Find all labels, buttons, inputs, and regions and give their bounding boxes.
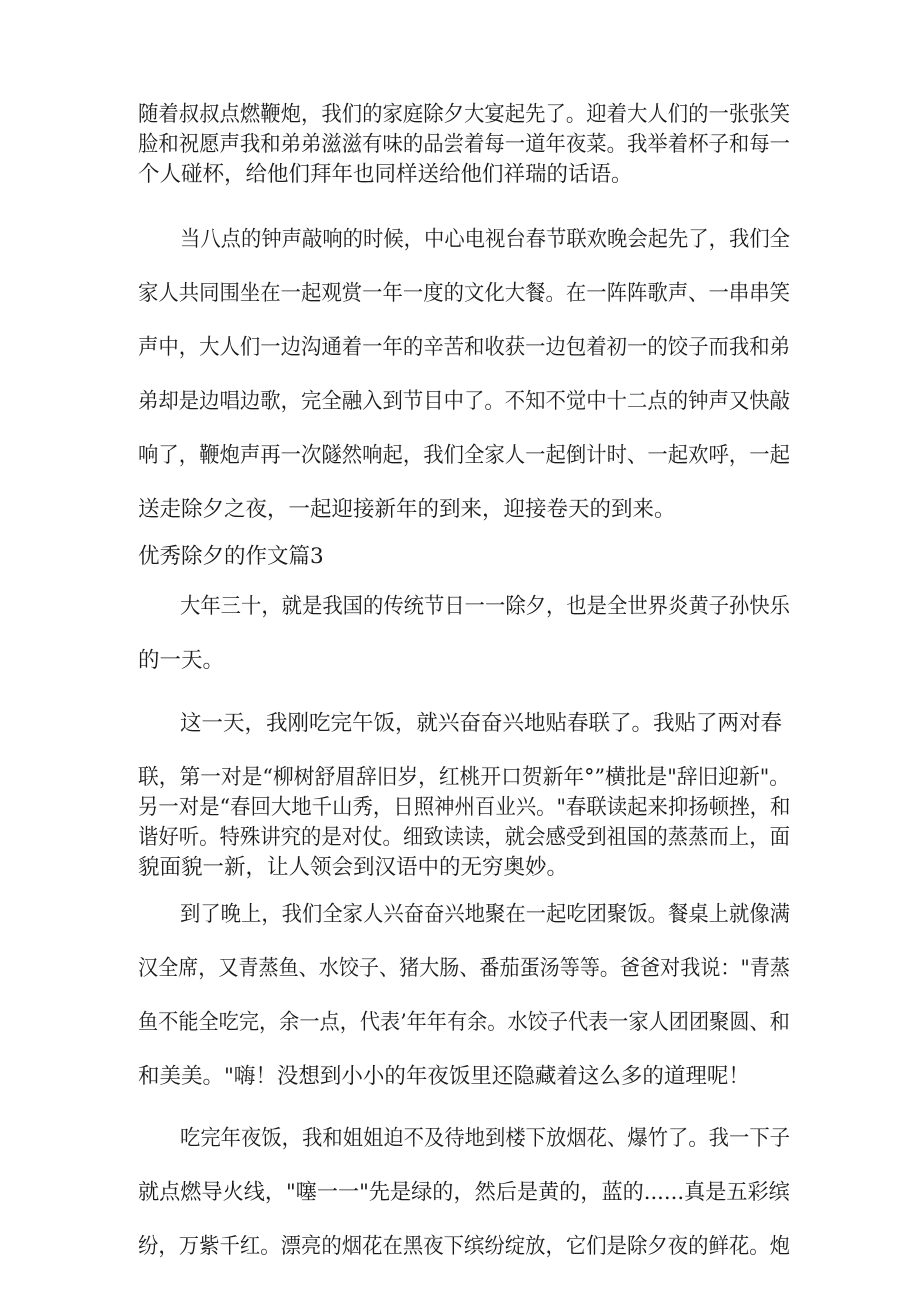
text-line: 到了晚上，我们全家人兴奋奋兴地聚在一起吃团聚饭。餐桌上就像满 (180, 902, 790, 927)
text-line: 和美美。"嗨！没想到小小的年夜饭里还隐藏着这么多的道理呢！ (138, 1064, 750, 1089)
text-line: 谐好听。特殊讲究的是对仗。细致读读，就会感受到祖国的蒸蒸而上，面 (138, 825, 791, 850)
text-line: 纷，万紫千红。漂亮的烟花在黑夜下缤纷绽放，它们是除夕夜的鲜花。炮 (138, 1234, 791, 1259)
text-line: 响了，鞭炮声再一次隧然响起，我们全家人一起倒计时、一起欢呼，一起 (138, 443, 791, 468)
text-line: 鱼不能全吃完，余一点，代表’年年有余。水饺子代表一家人团团聚圆、和 (138, 1010, 790, 1035)
text-line: 的一天。 (138, 648, 225, 673)
text-line: 当八点的钟声敲响的时候，中心电视台春节联欢晚会起先了，我们全 (180, 227, 790, 252)
text-line: 吃完年夜饭，我和姐姐迫不及待地到楼下放烟花、爆竹了。我一下子 (180, 1126, 790, 1151)
text-line: 大年三十，就是我国的传统节日一一除夕，也是全世界炎黄子孙快乐 (180, 594, 790, 619)
text-line: 汉全席，又青蒸鱼、水饺子、猪大肠、番茄蛋汤等等。爸爸对我说："青蒸 (138, 956, 790, 981)
text-line: 联，第一对是“柳树舒眉辞旧岁，红桃开口贺新年°”横批是"辞旧迎新"。 (138, 765, 791, 790)
text-line: 另一对是“春回大地千山秀，日照神州百业兴。"春联读起来抑扬顿挫，和 (138, 795, 791, 820)
text-line: 个人碰杯，给他们拜年也同样送给他们祥瑞的话语。 (138, 162, 633, 187)
text-line: 就点燃导火线，"噻一一"先是绿的，然后是黄的，蓝的......真是五彩缤 (138, 1180, 790, 1205)
text-line: 声中，大人们一边沟通着一年的辛苦和收获一边包着初一的饺子而我和弟 (138, 335, 791, 360)
text-line: 家人共同围坐在一起观赏一年一度的文化大餐。在一阵阵歌声、一串串笑 (138, 281, 791, 306)
text-line: 送走除夕之夜，一起迎接新年的到来，迎接卷天的到来。 (138, 497, 676, 522)
text-line: 貌面貌一新，让人领会到汉语中的无穷奥妙。 (138, 855, 569, 880)
text-line: 随着叔叔点燃鞭炮，我们的家庭除夕大宴起先了。迎着大人们的一张张笑 (138, 102, 791, 127)
text-line: 弟却是边唱边歌，完全融入到节目中了。不知不觉中十二点的钟声又快敲 (138, 389, 791, 414)
text-line: 脸和祝愿声我和弟弟滋滋有味的品尝着每一道年夜菜。我举着杯子和每一 (138, 132, 791, 157)
text-line: 这一天，我刚吃完午饭，就兴奋奋兴地贴春联了。我贴了两对春 (180, 711, 783, 736)
section-heading: 优秀除夕的作文篇3 (138, 544, 324, 569)
